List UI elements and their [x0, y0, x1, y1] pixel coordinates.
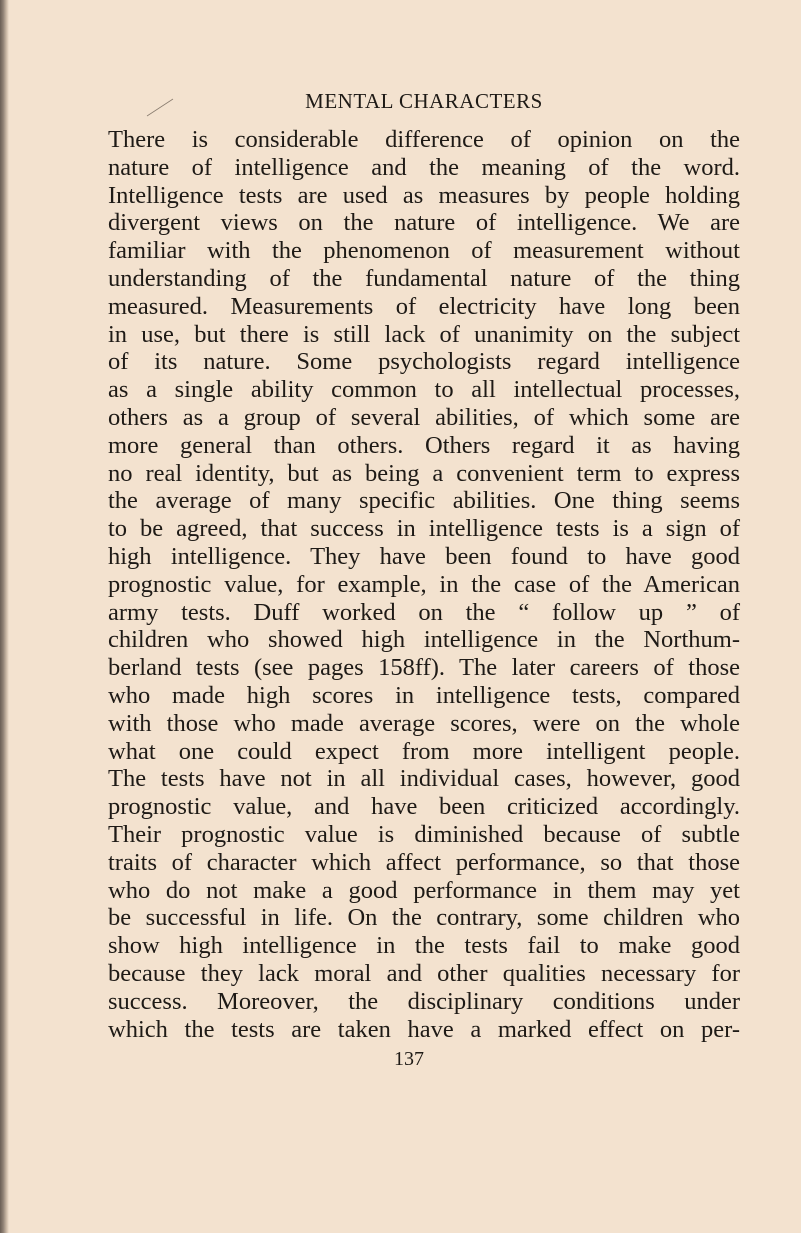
book-spine-shadow [0, 0, 9, 1233]
text-line: army tests. Duff worked on the “ follow up ” of [108, 598, 740, 626]
text-line: show high intelligence in the tests fail to make good [108, 932, 740, 960]
text-line: divergent views on the nature of intelligence. We are [108, 209, 740, 237]
text-line: what one could expect from more intelligent people. [108, 737, 740, 765]
text-line: who do not make a good performance in them may yet [108, 876, 740, 904]
text-line: Their prognostic value is diminished because of subtle [108, 820, 740, 848]
text-line: no real identity, but as being a convenient term to express [108, 459, 740, 487]
text-line: berland tests (see pages 158ff). The later careers of those [108, 654, 740, 682]
text-line: measured. Measurements of electricity have long been [108, 292, 740, 320]
text-line: prognostic value, and have been criticized accordingly. [108, 793, 740, 821]
text-line: children who showed high intelligence in the Northum- [108, 626, 740, 654]
text-line: to be agreed, that success in intelligence tests is a sign of [108, 515, 740, 543]
text-line: high intelligence. They have been found to have good [108, 542, 740, 570]
text-line: who made high scores in intelligence tests, compared [108, 681, 740, 709]
text-line: in use, but there is still lack of unanimity on the subject [108, 320, 740, 348]
text-line: understanding of the fundamental nature of the thing [108, 264, 740, 292]
text-line: Intelligence tests are used as measures by people holding [108, 181, 740, 209]
text-line: nature of intelligence and the meaning of the word. [108, 153, 740, 181]
book-page [108, 88, 740, 1071]
text-line: others as a group of several abilities, of which some are [108, 403, 740, 431]
text-line: be successful in life. On the contrary, some children who [108, 904, 740, 932]
text-line: There is considerable difference of opinion on the [108, 126, 740, 153]
text-line: The tests have not in all individual cases, however, good [108, 765, 740, 793]
text-line: success. Moreover, the disciplinary conditions under [108, 987, 740, 1015]
body-text [108, 126, 740, 1043]
text-line: more general than others. Others regard it as having [108, 431, 740, 459]
text-line: the average of many specific abilities. One thing seems [108, 487, 740, 515]
text-line: of its nature. Some psychologists regard intelligence [108, 348, 740, 376]
text-line: with those who made average scores, were on the whole [108, 709, 740, 737]
text-line: because they lack moral and other qualities necessary for [108, 959, 740, 987]
running-head: MENTAL CHARACTERS [305, 89, 543, 113]
text-line: which the tests are taken have a marked effect on per- [108, 1015, 740, 1043]
text-line: prognostic value, for example, in the case of the American [108, 570, 740, 598]
page-number: 137 [394, 1048, 424, 1071]
text-line: traits of character which affect performance, so that those [108, 848, 740, 876]
text-line: as a single ability common to all intellectual processes, [108, 376, 740, 404]
text-line: familiar with the phenomenon of measurement without [108, 237, 740, 265]
